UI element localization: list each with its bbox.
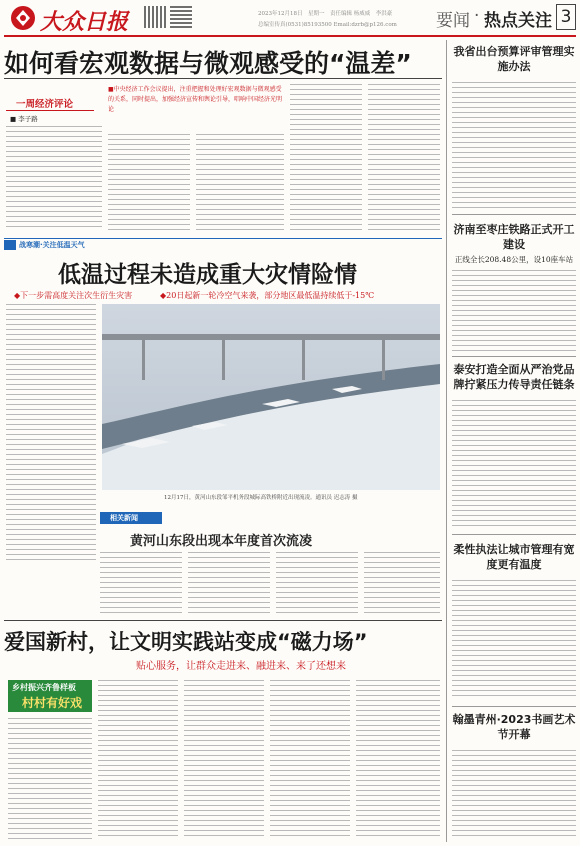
lead-col-3-text (196, 134, 284, 234)
village-col-1-text (8, 718, 92, 842)
village-col-4-text (270, 680, 350, 842)
sidebar-column-rule (446, 40, 447, 842)
sidebar-divider-4 (452, 706, 576, 707)
sidebar-story-2-title: 济南至枣庄铁路正式开工建设 (453, 223, 575, 251)
masthead-rule (4, 35, 576, 37)
newspaper-logo-text: 大众日报 (40, 9, 129, 35)
weather-banner (4, 238, 442, 251)
related-col-1-text (100, 552, 182, 616)
sidebar-story-5-title: 翰墨青州·2023书画艺术节开幕 (452, 713, 576, 741)
village-divider (4, 620, 442, 621)
lead-col-2-text (108, 134, 190, 234)
badge-line-1: 乡村振兴齐鲁样板 (12, 683, 76, 692)
section-label: 要闻 (436, 11, 470, 31)
weather-sub-right: ◆20日起新一轮冷空气来袭，部分地区最低温持续低于-15℃ (160, 291, 375, 300)
qr-code-icon (144, 6, 166, 28)
weather-col-1-text (6, 304, 96, 566)
frozen-river-photo (102, 304, 440, 490)
sidebar-divider-1 (452, 214, 576, 215)
section-sep: · (474, 6, 480, 26)
related-col-3-text (276, 552, 358, 616)
lead-col-4-text (290, 84, 362, 234)
related-news-title: 黄河山东段出现本年度首次流凌 (130, 534, 313, 549)
section-header (436, 4, 576, 32)
sidebar-story-4-title: 柔性执法让城市管理有宽度更有温度 (453, 543, 575, 571)
weather-headline: 低温过程未造成重大灾情险情 (58, 262, 357, 288)
badge-line-2: 村村有好戏 (22, 696, 83, 710)
lead-col-5-text (368, 84, 440, 234)
page-number: 3 (556, 4, 576, 30)
sidebar-story-4-text (452, 580, 576, 700)
village-col-2-text (98, 680, 178, 842)
sidebar-story-5-text (452, 750, 576, 840)
rural-revitalization-badge (8, 680, 92, 712)
section-name: 热点关注 (484, 11, 552, 31)
lead-bullet-note: ■中央经济工作会议提出，注重把握和处理好宏观数据与微观感受的关系，同时提出，加强经济宣传和舆论引导，唱响中国经济光明论 (108, 86, 283, 113)
column-label: 一周经济评论 (16, 99, 74, 110)
village-headline: 爱国新村，让文明实践站变成“磁力场” (4, 630, 368, 654)
sidebar-divider-3 (452, 534, 576, 535)
village-col-3-text (184, 680, 264, 842)
lead-col-1-text (6, 126, 102, 234)
sidebar-story-3-text (452, 400, 576, 530)
qr-code-icon-2 (170, 6, 192, 28)
related-news-badge (100, 512, 162, 524)
column-label-rule (6, 110, 94, 111)
lead-headline: 如何看宏观数据与微观感受的“温差” (4, 49, 412, 78)
sidebar-story-2-text (452, 270, 576, 354)
weather-sub-left: ◆下一步需高度关注次生衍生灾害 (14, 291, 133, 300)
newspaper-logo-icon (8, 4, 38, 32)
village-subheadline: 贴心服务，让群众走进来、融进来、来了还想来 (136, 661, 346, 672)
related-col-4-text (364, 552, 440, 616)
masthead (0, 0, 580, 40)
sidebar-story-2-subtitle: 正线全长208.48公里，设10座车站 (454, 255, 574, 264)
author-line: ■ 李子路 (10, 115, 38, 123)
lead-rule (4, 78, 442, 79)
date-line: 2023年12月18日 星期一 责任编辑 杨威威 李洪豪 (258, 11, 393, 17)
sidebar-divider-2 (452, 356, 576, 357)
village-col-5-text (356, 680, 440, 842)
contact-line: 总编室传真(0531)85193500 Email:dzrb@p126.com (258, 22, 397, 28)
related-col-2-text (188, 552, 270, 616)
sidebar-story-1-title: 我省出台预算评审管理实施办法 (453, 45, 575, 73)
weather-banner-text: 战寒潮·关注低温天气 (19, 241, 85, 249)
snowflake-icon (4, 240, 16, 250)
sidebar-story-1-text (452, 82, 576, 212)
photo-caption: 12月17日，黄河山东段邹平机务段城际高铁桥附近出现流凌。通讯员 迟志涛 摄 (164, 495, 358, 501)
sidebar-story-3-title: 泰安打造全面从严治党品牌拧紧压力传导责任链条 (453, 363, 575, 391)
related-news-label: 相关新闻 (110, 514, 138, 522)
